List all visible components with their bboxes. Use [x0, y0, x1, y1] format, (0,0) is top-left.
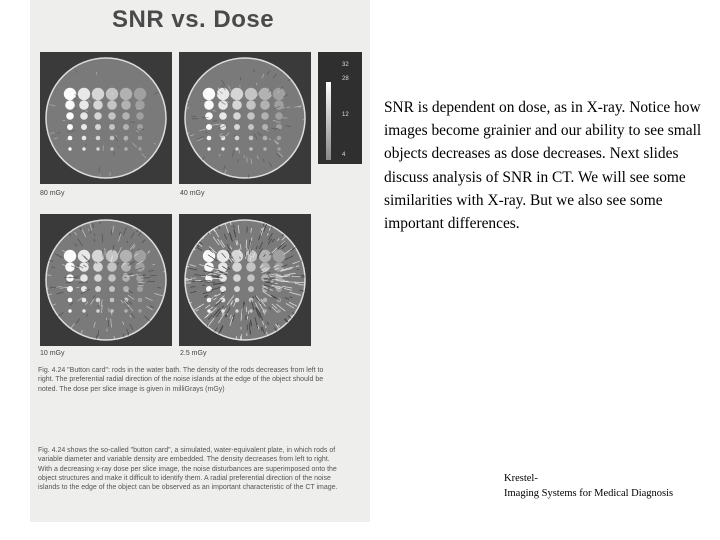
page-title: SNR vs. Dose [112, 6, 275, 33]
gray-scale-gradient [326, 82, 331, 160]
figure-caption: Fig. 4.24 "Button card": rods in the water bath. The density of the rods decreases from left to right. The preferential radial direction of the noise islands at the edge of the object should be noted. The dose per slice image is given in milliGrays (mGy) [38, 367, 324, 393]
scale-label: 28 [342, 76, 349, 82]
scale-label: 4 [342, 152, 346, 158]
panel-label-4: 2.5 mGy [180, 350, 207, 357]
slide-explanation-text: SNR is dependent on dose, as in X-ray. Notice how images become grainier and our ability to see small objects decreases as dose decreases. Next slides discuss analysis of SNR in CT. We will see some similarities with X-ray. But we also see some important differences. [384, 99, 702, 233]
book-body-text: Fig. 4.24 shows the so-called "button card", a simulated, water-equivalent plate, in which rods of variable diameter and variable density are embedded. The density decreases from left to right. With a decreasing x-ray dose per slice image, the noise disturbances are superimposed onto the object structures and make it difficult to identify them. A radial preferential direction of the noise islands to the edge of the object can be observed as an important characteristic of the CT image. [38, 447, 338, 492]
ct-panel-2 [179, 52, 311, 184]
citation-book-title: Imaging Systems for Medical Diagnosis [504, 487, 674, 499]
ct-panel-1 [40, 52, 172, 184]
panel-label-1: 80 mGy [40, 190, 65, 197]
dose-scale-bar [318, 52, 362, 164]
ct-panel-3 [40, 214, 172, 346]
scale-label: 12 [342, 112, 349, 118]
citation-author: Krestel- [504, 473, 538, 484]
ct-panel-4 [179, 214, 311, 346]
scale-label: 32 [342, 62, 349, 68]
panel-label-2: 40 mGy [180, 190, 205, 197]
panel-label-3: 10 mGy [40, 350, 65, 357]
citation [504, 472, 673, 501]
